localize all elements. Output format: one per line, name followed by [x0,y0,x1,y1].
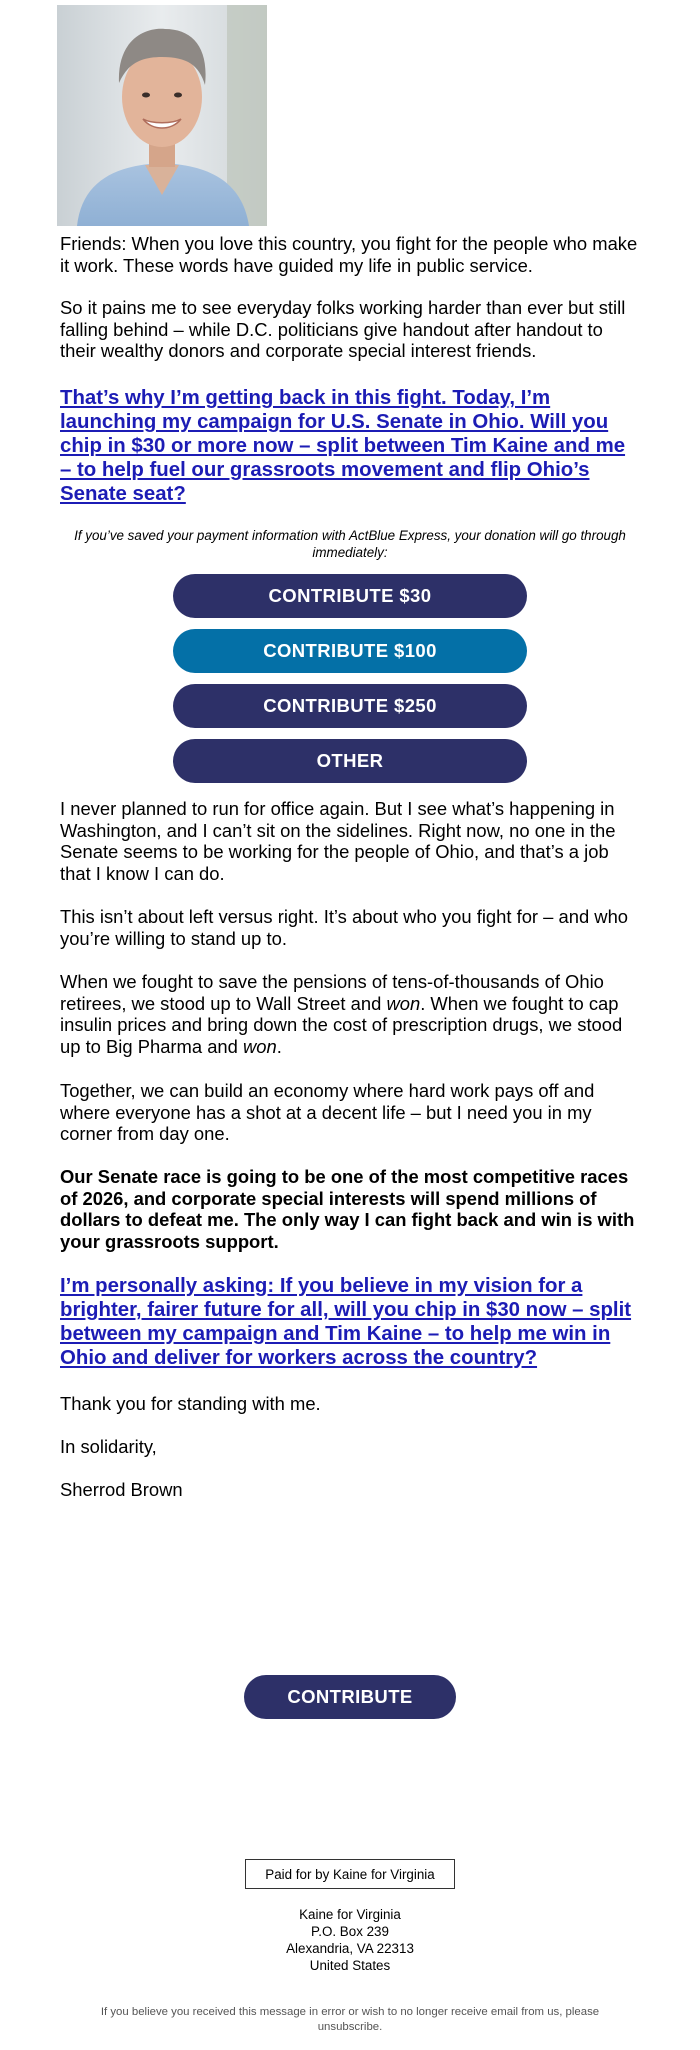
context-paragraph: So it pains me to see everyday folks working harder than ever but still falling behind – while D.C. politicians give handout after handout to their wealthy donors and corporate special interest friends. [60,297,626,361]
address-line: Alexandria, VA 22313 [286,1941,414,1956]
paid-for-disclaimer: Paid for by Kaine for Virginia [245,1859,455,1889]
signoff-line: In solidarity, [60,1436,157,1457]
run-for-office-paragraph: I never planned to run for office again. But I see what’s happening in Washington, and I can’t sit on the sidelines. Right now, no one in the Senate seems to be working for the people of Ohio, and that’s a job that I know I can do. [60,798,616,884]
signature: Sherrod Brown [60,1479,183,1500]
headline-donate-link[interactable]: That’s why I’m getting back in this fight. Today, I’m launching my campaign for U.S. Senate in Ohio. Will you chip in $30 or more now – split between Tim Kaine and me – to help fuel our grassroots movement and flip Ohio’s Senate seat? [60,387,626,505]
intro-paragraph: Friends: When you love this country, you fight for the people who make it work. These words have guided my life in public service. [60,233,638,276]
actblue-express-note: If you’ve saved your payment information with ActBlue Express, your donation will go through immediately: [74,528,626,560]
unsubscribe-notice[interactable]: If you believe you received this message in error or wish to no longer receive email from us, please unsubscribe. [100,2006,600,2033]
contribute-30-button[interactable]: CONTRIBUTE $30 [173,574,527,618]
address-line: P.O. Box 239 [311,1924,389,1939]
thanks-line: Thank you for standing with me. [60,1393,321,1414]
address-line: United States [309,1958,391,1973]
left-right-paragraph: This isn’t about left versus right. It’s about who you fight for – and who you’re willing to stand up to. [60,906,629,949]
candidate-portrait-image [57,5,267,226]
contribute-button[interactable]: CONTRIBUTE [244,1675,456,1719]
candidate-photo [57,5,267,226]
contribute-other-button[interactable]: OTHER [173,739,527,783]
contribute-250-button[interactable]: CONTRIBUTE $250 [173,684,527,728]
economy-paragraph: Together, we can build an economy where hard work pays off and where everyone has a shot at a decent life – but I need you in my corner from day one. [60,1080,595,1144]
personal-ask-donate-link[interactable]: I’m personally asking: If you believe in my vision for a brighter, fairer future for all, will you chip in $30 now – split between my campaign and Tim Kaine – to help me win in Ohio and deliver for workers across the country? [60,1275,632,1369]
contribute-100-button[interactable]: CONTRIBUTE $100 [173,629,527,673]
address-line: Kaine for Virginia [299,1907,401,1922]
competitive-race-paragraph: Our Senate race is going to be one of the most competitive races of 2026, and corporate special interests will spend millions of dollars to defeat me. The only way I can fight back and win is with your grassroots support. [60,1166,635,1252]
record-paragraph: When we fought to save the pensions of tens-of-thousands of Ohio retirees, we stood up to Wall Street and won. When we fought to cap insulin prices and bring down the cost of prescription drugs, we stood up to Big Pharma and won. [60,971,623,1057]
